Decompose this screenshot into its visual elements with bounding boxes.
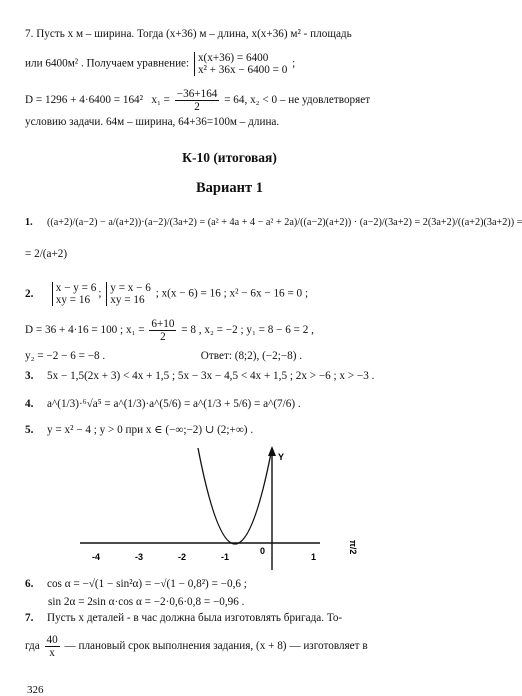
task1-number: 1. <box>25 217 33 228</box>
task2-line2 <box>25 318 447 343</box>
tick-label-minus3: -3 <box>135 552 144 562</box>
task2-system1-eq1: x − y = 6 <box>55 282 97 294</box>
task2-number: 2. <box>25 287 34 300</box>
task2-system2-eq1: y = x − 6 <box>110 282 151 294</box>
p7-line3 <box>25 88 447 113</box>
y-axis-label: Y <box>278 452 285 462</box>
task2-system2 <box>106 282 151 306</box>
task7-line2-end: — плановый срок выполнения задания, (x + 8) — изготовляет в <box>64 640 368 653</box>
p7-discriminant: D = 1296 + 4·6400 = 164² <box>25 94 143 107</box>
task6-line2: sin 2α = 2sin α·cos α = −2·0,6·0,8 = −0,96 . <box>48 596 245 608</box>
p7-x1-numerator: −36+164 <box>176 88 218 100</box>
task3-number: 3. <box>25 370 34 382</box>
tick-label-minus2: -2 <box>178 552 187 562</box>
tick-label-zero: 0 <box>260 546 266 556</box>
task2-x1-fraction <box>149 318 176 343</box>
task2-y2: y₂ = −2 − 6 = −8 . <box>25 350 106 362</box>
task6-line1: cos α = −√(1 − sin²α) = −√(1 − 0,8²) = −0,6 ; <box>47 578 247 590</box>
variant-heading: Вариант 1 <box>196 180 263 196</box>
task2-discriminant: D = 36 + 4·16 = 100 ; x₁ = <box>25 324 145 337</box>
task6 <box>25 578 447 591</box>
p7-equation-system <box>194 52 287 76</box>
task3-text: 5x − 1,5(2x + 3) < 4x + 1,5 ; 5x − 3x − 4,5 < 4x + 1,5 ; 2x > −6 ; x > −3 . <box>47 370 375 382</box>
p7-x1-label: x₁ = <box>151 94 170 107</box>
parabola-graph <box>80 440 370 572</box>
task7 <box>25 612 447 625</box>
task5-number: 5. <box>25 424 34 436</box>
task2-x1-numerator: 6+10 <box>151 318 175 330</box>
tick-label-minus4: -4 <box>92 552 101 562</box>
task2-line3 <box>25 350 447 363</box>
task2-answer: Ответ: (8;2), (−2;−8) . <box>200 350 303 362</box>
page-number: 326 <box>27 684 44 696</box>
task2-roots: = 8 , x₂ = −2 ; y₁ = 8 − 6 = 2 , <box>181 324 314 337</box>
task5 <box>25 424 447 437</box>
task5-text: y = x² − 4 ; y > 0 при x ∈ (−∞;−2) ∪ (2;+∞) . <box>47 424 254 436</box>
task4 <box>25 398 447 411</box>
tick-label-pi-over-2: π/2 <box>348 540 358 555</box>
p7-x1-denominator: 2 <box>194 101 200 113</box>
task2-rest: ; x(x − 6) = 16 ; x² − 6x − 16 = 0 ; <box>155 287 309 300</box>
task7-line2-start: гда <box>25 640 40 653</box>
test-heading: К-10 (итоговая) <box>182 150 277 165</box>
task1-continuation: = 2/(a+2) <box>25 248 68 260</box>
task2-system2-eq2: xy = 16 <box>110 294 145 306</box>
p7-line1: 7. Пусть x м – ширина. Тогда (x+36) м – длина, x(x+36) м² - площадь <box>25 28 352 40</box>
task7-line1: Пусть x деталей - в час должна была изготовлять бригада. То- <box>47 612 343 624</box>
task4-number: 4. <box>25 398 34 410</box>
tick-label-one: 1 <box>311 552 317 562</box>
p7-system-eq2: x² + 36x − 6400 = 0 <box>197 64 288 76</box>
p7-line2-end: ; <box>292 57 296 70</box>
task2: 2. x − y = 6 xy = 16 ; y = x − 6 xy = 16 ; x(x − 6) = 16 ; x² − 6x − 16 = 0 ; <box>25 282 309 306</box>
task2-system1 <box>52 282 97 306</box>
task2-x1-denominator: 2 <box>160 331 166 343</box>
task2-system1-eq2: xy = 16 <box>55 294 91 306</box>
task1 <box>25 216 522 229</box>
task4-text: a^(1/3)·⁶√a⁵ = a^(1/3)·a^(5/6) = a^(1/3 + 5/6) = a^(7/6) . <box>47 398 301 410</box>
parabola-curve <box>198 448 272 544</box>
task7-line2 <box>25 634 447 659</box>
p7-line4: условию задачи. 64м – ширина, 64+36=100м – длина. <box>25 116 280 128</box>
tick-label-minus1: -1 <box>221 552 230 562</box>
p7-x1-fraction <box>175 88 220 113</box>
task3 <box>25 370 447 383</box>
task7-denominator: x <box>49 647 55 659</box>
task7-fraction <box>45 634 60 659</box>
task6-number: 6. <box>25 578 34 590</box>
task7-number: 7. <box>25 612 34 624</box>
task7-numerator: 40 <box>46 634 58 646</box>
task1-expression: ((a+2)/(a−2) − a/(a+2))·(a−2)/(3a+2) = (a² + 4a + 4 − a² + 2a)/((a−2)(a+2)) · (a−2)/(3a+2) = 2(3a+2)/((a+2)(3a+2)) = <box>47 217 522 228</box>
p7-line2-text: или 6400м² . Получаем уравнение: <box>25 57 190 70</box>
p7-system-eq1: x(x+36) = 6400 <box>197 52 269 64</box>
p7-x1-result: = 64, x₂ < 0 – не удовлетворяет <box>224 94 371 107</box>
p7-line2 <box>25 52 447 76</box>
